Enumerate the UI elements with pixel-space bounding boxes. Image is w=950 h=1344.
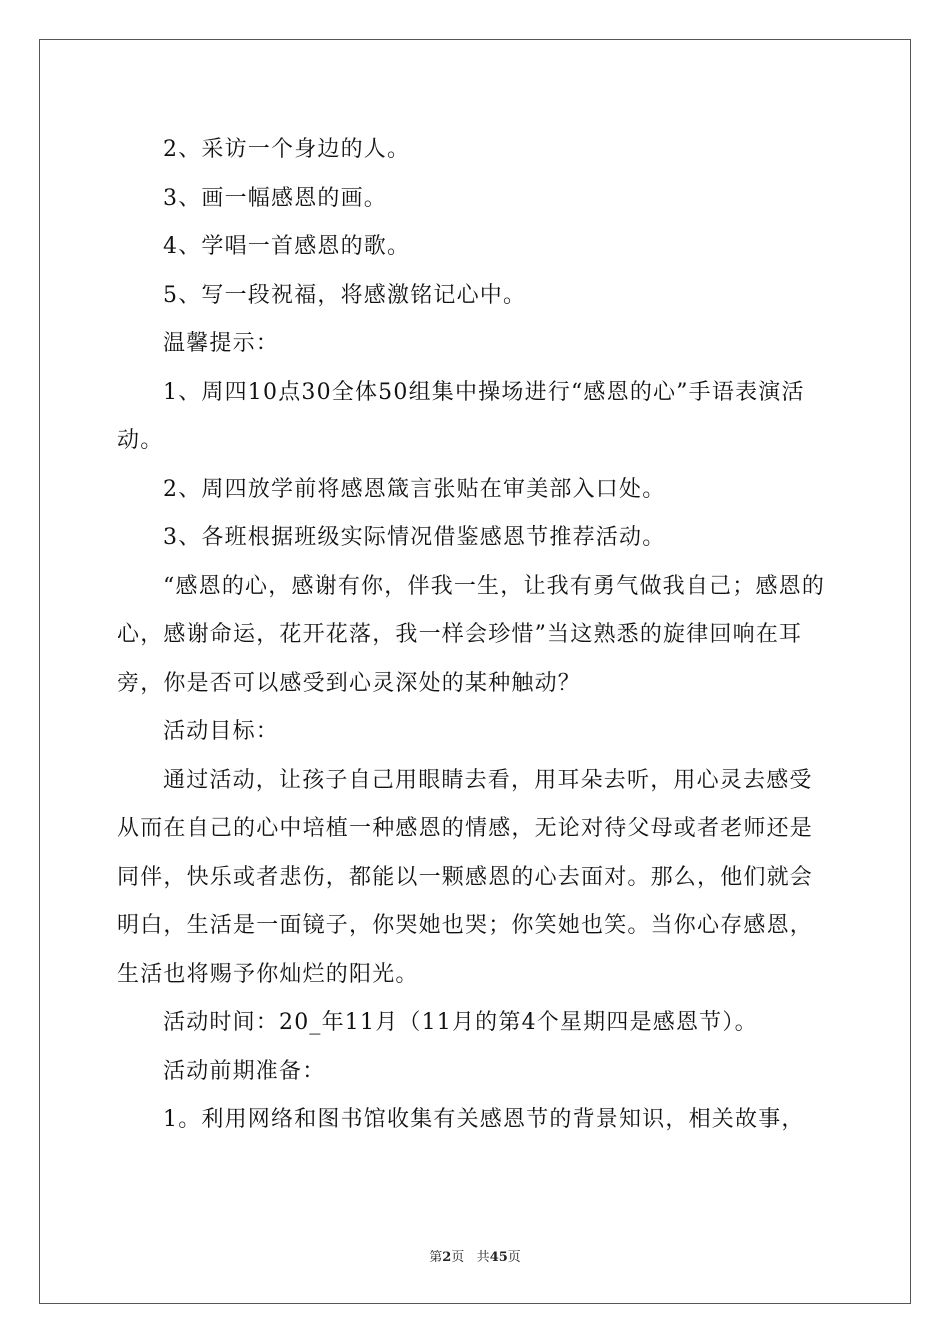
paragraph: 通过活动，让孩子自己用眼睛去看，用耳朵去听，用心灵去感受从而在自己的心中培植一种感恩的情感，无论对待父母或者老师还是同伴，快乐或者悲伤，都能以一颗感恩的心去面对。那么，他们就会明白，生活是一面镜子，你哭她也哭；你笑她也笑。当你心存感恩，生活也将赐予你灿烂的阳光。: [117, 767, 814, 987]
quote-paragraph: “感恩的心，感谢有你，伴我一生，让我有勇气做我自己；感恩的心，感谢命运，花开花落，我一样会珍惜”当这熟悉的旋律回响在耳旁，你是否可以感受到心灵深处的某种触动？: [117, 573, 826, 696]
paragraph: 4、学唱一首感恩的歌。: [163, 234, 411, 259]
section-heading: 活动前期准备：: [163, 1058, 326, 1084]
paragraph: 活动时间：20_年11月（11月的第4个星期四是感恩节）。: [163, 1010, 758, 1035]
paragraph: 2、采访一个身边的人。: [163, 137, 411, 162]
page-footer: [0, 1246, 950, 1265]
paragraph: 3、各班根据班级实际情况借鉴感恩节推荐活动。: [163, 525, 666, 550]
paragraph: 2、周四放学前将感恩箴言张贴在审美部入口处。: [163, 476, 666, 502]
footer-total-prefix: 共: [476, 1250, 490, 1265]
footer-prefix: 第: [429, 1250, 443, 1265]
paragraph: 3、画一幅感恩的画。: [163, 185, 387, 211]
paragraph: 1。利用网络和图书馆收集有关感恩节的背景知识，相关故事，: [163, 1107, 805, 1132]
section-heading: 活动目标：: [163, 719, 280, 744]
footer-total-suffix: 页: [507, 1250, 521, 1265]
footer-page-number: 2: [442, 1250, 452, 1265]
footer-total-pages: 45: [489, 1250, 508, 1265]
paragraph: 1、周四10点30全体50组集中操场进行“感恩的心”手语表演活动。: [117, 379, 805, 453]
paragraph: 5、写一段祝福，将感激铭记心中。: [163, 282, 527, 308]
footer-page-suffix: 页: [451, 1250, 465, 1265]
document-body: [117, 126, 835, 1145]
section-heading: 温馨提示：: [163, 331, 280, 356]
